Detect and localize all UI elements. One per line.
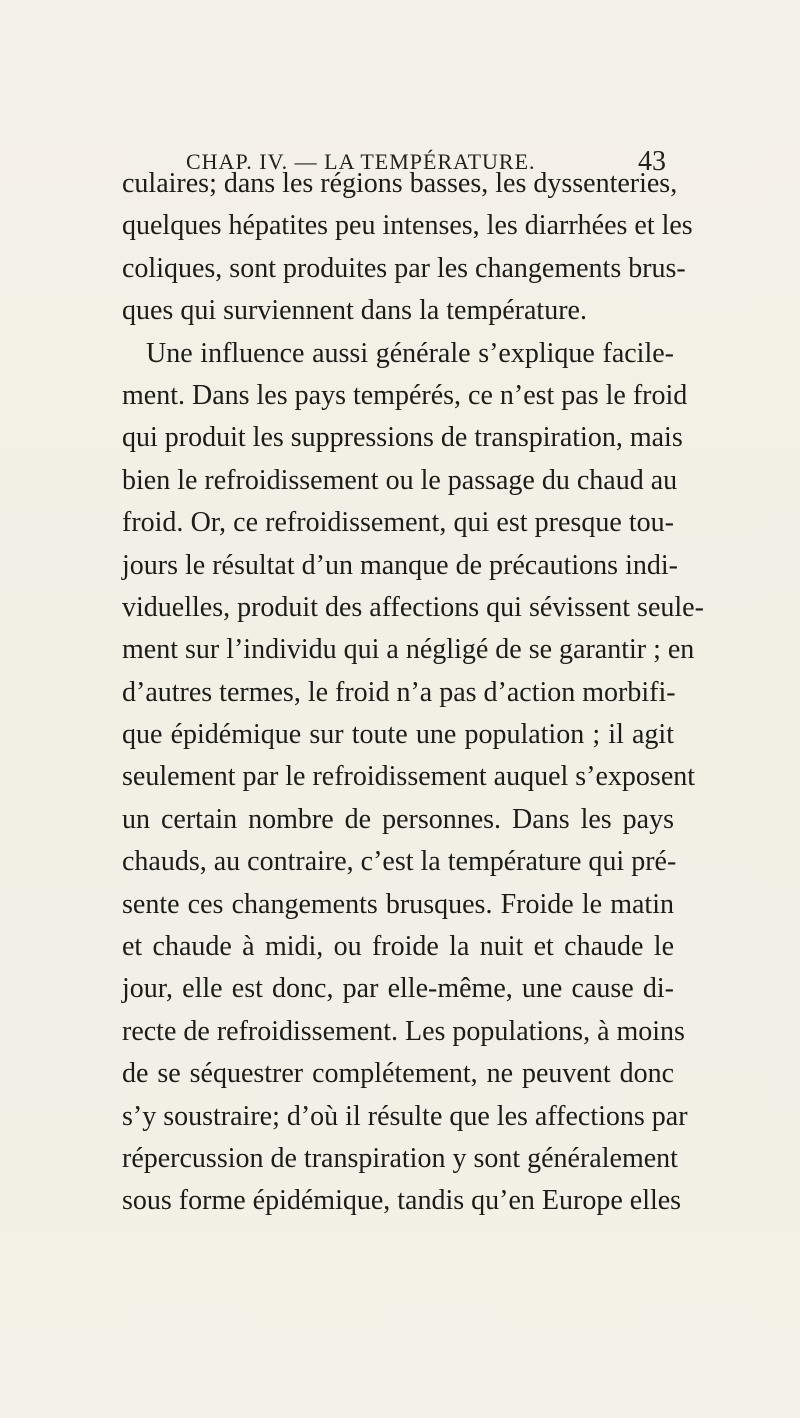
text-line: qui produit les suppressions de transpiration, mais [122,422,683,454]
text-line: coliques, sont produites par les changements brus- [122,252,686,284]
text-line: quelques hépatites peu intenses, les diarrhées et les [122,210,693,242]
text-line: de se séquestrer complétement, ne peuvent donc [122,1058,674,1090]
text-line: culaires; dans les régions basses, les dyssenteries, [122,168,678,199]
text-line: répercussion de transpiration y sont généralement [122,1142,678,1174]
text-line: sous forme épidémique, tandis qu’en Europe elles [122,1185,682,1217]
text-line: chauds, au contraire, c’est la température qui pré- [122,846,677,878]
text-line: que épidémique sur toute une population ; il agit [122,719,674,751]
text-line: bien le refroidissement ou le passage du chaud au [122,464,678,496]
text-line: d’autres termes, le froid n’a pas d’action morbifi- [122,676,676,708]
text-line: et chaude à midi, ou froide la nuit et chaude le [122,931,674,963]
body-text [122,163,704,1223]
text-line: un certain nombre de personnes. Dans les pays [122,803,674,835]
text-line: sente ces changements brusques. Froide le matin [122,888,674,920]
text-line: jours le résultat d’un manque de précautions indi- [122,549,678,581]
text-line: jour, elle est donc, par elle-même, une cause di- [122,973,674,1005]
text-line: froid. Or, ce refroidissement, qui est presque tou- [122,507,674,539]
text-line: recte de refroidissement. Les populations, à moins [122,1015,685,1047]
text-line: ques qui surviennent dans la température. [122,295,587,327]
paragraph-first-line: Une influence aussi générale s’explique facile- [146,337,674,369]
text-line: viduelles, produit des affections qui sévissent seule- [122,591,704,623]
text-line: s’y soustraire; d’où il résulte que les affections par [122,1100,688,1132]
page-number: 43 [638,146,666,177]
text-line: ment. Dans les pays tempérés, ce n’est pas le froid [122,379,688,411]
text-line: ment sur l’individu qui a négligé de se garantir ; en [122,634,695,666]
text-line: seulement par le refroidissement auquel s’exposent [122,761,696,793]
chapter-title: CHAP. IV. — LA TEMPÉRATURE. [186,149,536,174]
